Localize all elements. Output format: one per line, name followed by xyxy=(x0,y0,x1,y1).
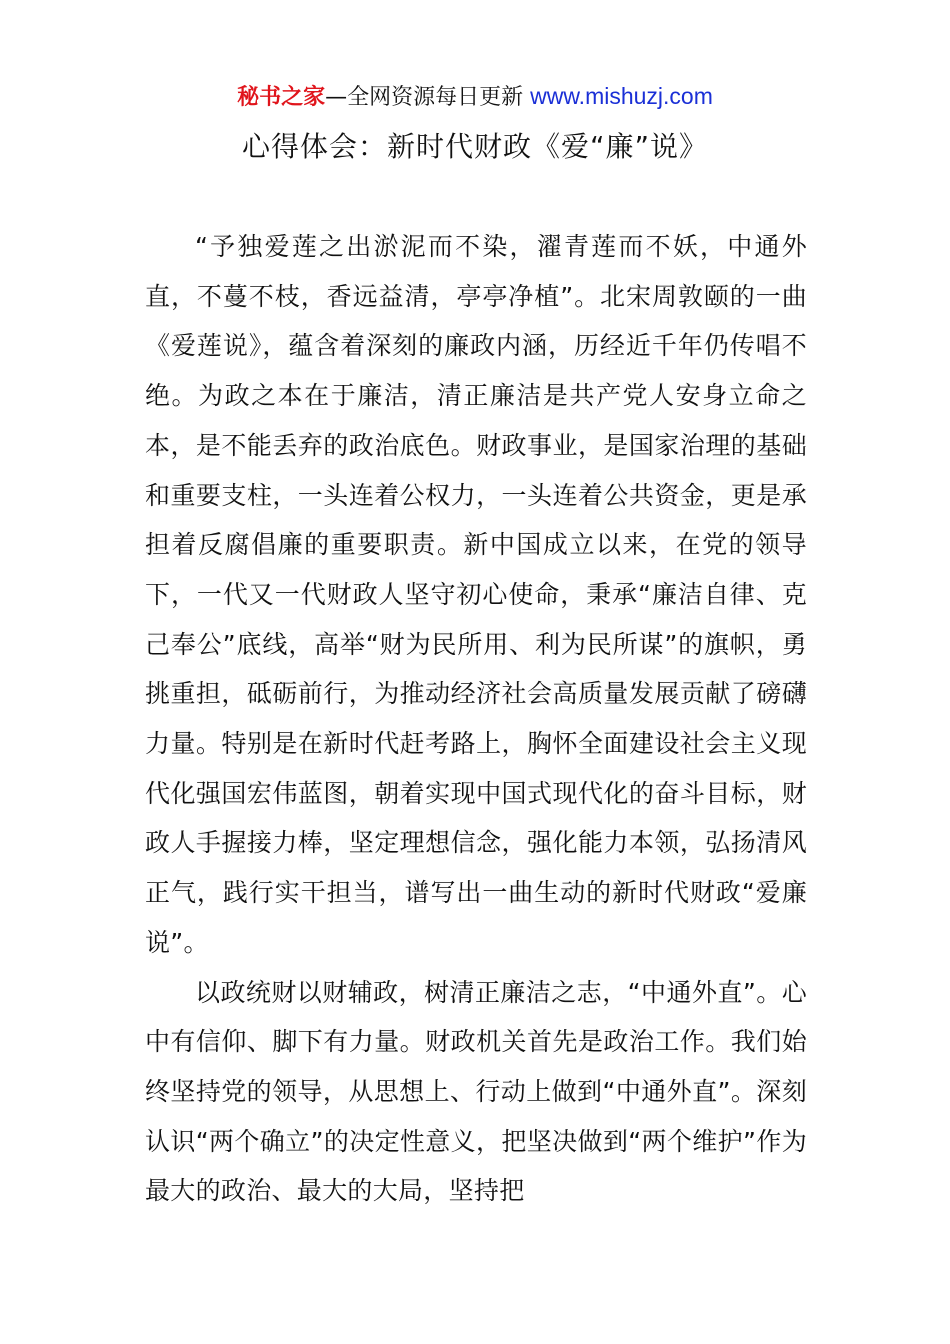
site-url-link[interactable]: www.mishuzj.com xyxy=(530,83,713,109)
site-tagline: —全网资源每日更新 xyxy=(325,85,524,110)
brand-name: 秘书之家 xyxy=(237,85,326,110)
paragraph-2: 以政统财以财辅政，树清正廉洁之志，“中通外直”。心中有信仰、脚下有力量。财政机关首先是政治工作。我们始终坚持党的领导，从思想上、行动上做到“中通外直”。深刻认识“两个确立”的决定性意义，把坚决做到“两个维护”作为最大的政治、最大的大局，坚持把 xyxy=(145,977,807,1206)
site-header xyxy=(0,80,950,114)
paragraph-1: “予独爱莲之出淤泥而不染，濯青莲而不妖，中通外直，不蔓不枝，香远益清，亭亭净植”。北宋周敦颐的一曲《爱莲说》，蕴含着深刻的廉政内涵，历经近千年仍传唱不绝。为政之本在于廉洁，清正廉洁是共产党人安身立命之本，是不能丢弃的政治底色。财政事业，是国家治理的基础和重要支柱，一头连着公权力，一头连着公共资金，更是承担着反腐倡廉的重要职责。新中国成立以来，在党的领导下，一代又一代财政人坚守初心使命，秉承“廉洁自律、克己奉公”底线，高举“财为民所用、利为民所谋”的旗帜，勇挑重担，砥砺前行，为推动经济社会高质量发展贡献了磅礴力量。特别是在新时代赶考路上，胸怀全面建设社会主义现代化强国宏伟蓝图，朝着实现中国式现代化的奋斗目标，财政人手握接力棒，坚定理想信念，强化能力本领，弘扬清风正气，践行实干担当，谱写出一曲生动的新时代财政“爱廉说”。 xyxy=(145,232,807,957)
document-body xyxy=(145,222,807,1216)
document-title: 心得体会：新时代财政《爱“廉”说》 xyxy=(241,130,708,163)
